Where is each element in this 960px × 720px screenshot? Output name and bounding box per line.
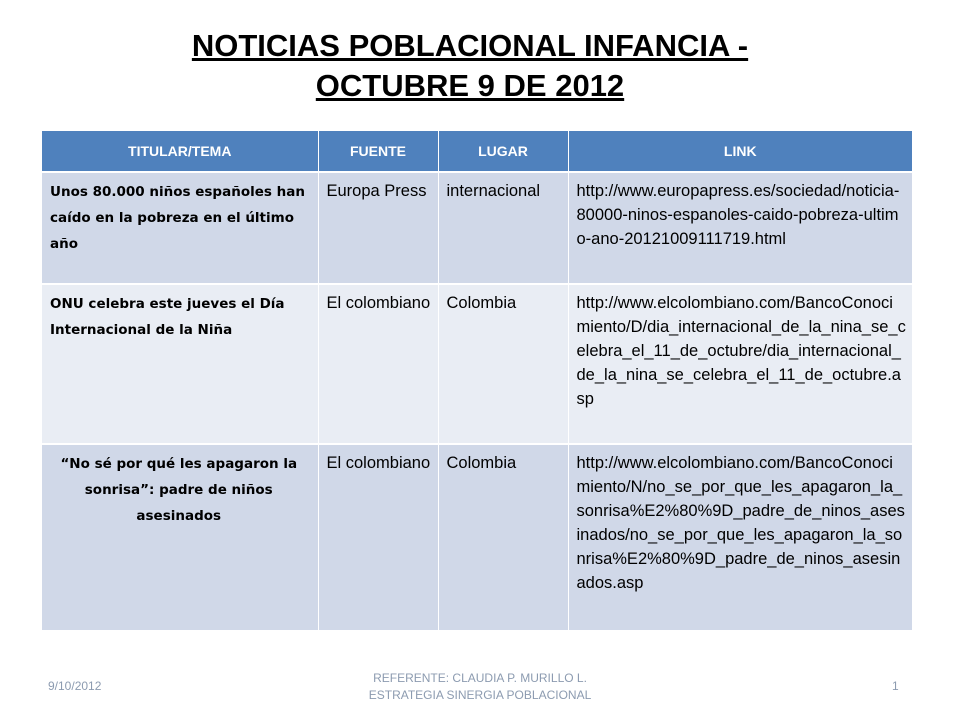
cell-lugar: Colombia <box>438 444 568 630</box>
table-header-row <box>42 131 912 172</box>
cell-link[interactable]: http://www.elcolombiano.com/BancoConocimiento/D/dia_internacional_de_la_nina_se_celebra_el_11_de_octubre/dia_internacional_de_la_nina_se_celebra_el_11_de_octubre.asp <box>568 284 912 444</box>
footer-referente <box>0 670 960 704</box>
header-fuente: FUENTE <box>318 131 438 172</box>
news-table <box>42 131 912 630</box>
table-row <box>42 172 912 284</box>
title-line-1: NOTICIAS POBLACIONAL INFANCIA - <box>191 28 749 63</box>
footer-date: 9/10/2012 <box>48 679 102 693</box>
footer-page-number: 1 <box>892 679 899 693</box>
cell-tema: Unos 80.000 niños españoles han caído en la pobreza en el último año <box>42 172 318 284</box>
cell-fuente: El colombiano <box>318 284 438 444</box>
page-title <box>0 26 940 106</box>
footer-referente-line-2: ESTRATEGIA SINERGIA POBLACIONAL <box>368 688 592 702</box>
cell-lugar: Colombia <box>438 284 568 444</box>
header-link: LINK <box>568 131 912 172</box>
title-line-2: OCTUBRE 9 DE 2012 <box>315 68 625 103</box>
cell-fuente: El colombiano <box>318 444 438 630</box>
header-lugar: LUGAR <box>438 131 568 172</box>
header-titular-tema: TITULAR/TEMA <box>42 131 318 172</box>
table-row <box>42 444 912 630</box>
cell-tema: ONU celebra este jueves el Día Internacional de la Niña <box>42 284 318 444</box>
cell-link[interactable]: http://www.elcolombiano.com/BancoConocimiento/N/no_se_por_que_les_apagaron_la_sonrisa%E2%80%9D_padre_de_ninos_asesinados/no_se_por_que_les_apagaron_la_sonrisa%E2%80%9D_padre_de_ninos_asesinados.asp <box>568 444 912 630</box>
cell-link[interactable]: http://www.europapress.es/sociedad/noticia-80000-ninos-espanoles-caido-pobreza-ultimo-ano-20121009111719.html <box>568 172 912 284</box>
footer-referente-line-1: REFERENTE: CLAUDIA P. MURILLO L. <box>373 671 587 685</box>
cell-lugar: internacional <box>438 172 568 284</box>
cell-tema: “No sé por qué les apagaron la sonrisa”: padre de niños asesinados <box>42 444 318 630</box>
table-row <box>42 284 912 444</box>
cell-fuente: Europa Press <box>318 172 438 284</box>
